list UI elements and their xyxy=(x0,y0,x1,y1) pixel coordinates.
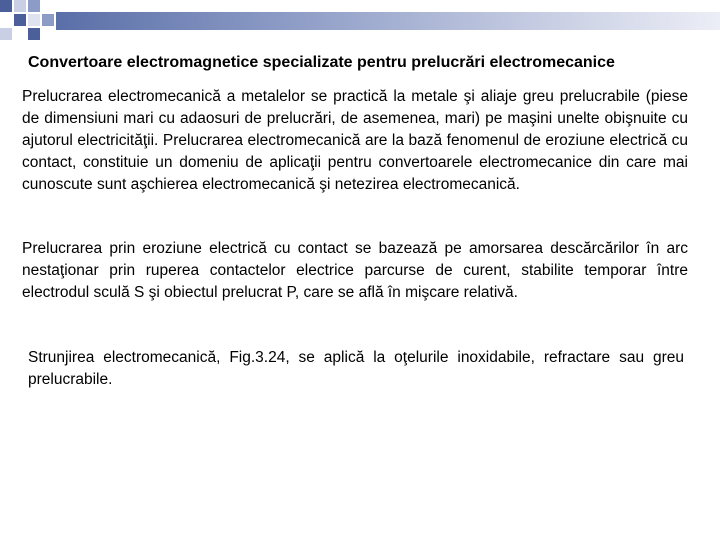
paragraph-turning: Strunjirea electromecanică, Fig.3.24, se aplică la oţelurile inoxidabile, refractare sau greu prelucrabile. xyxy=(28,349,684,388)
paragraph-erosion: Prelucrarea prin eroziune electrică cu contact se bazează pe amorsarea descărcărilor în arc nestaţionar prin ruperea contactelor electrice parcurse de curent, stabilite temporar între electrodul sculă S şi obiectul prelucrat P, care se află în mişcare relativă. xyxy=(22,240,688,301)
deco-square-6 xyxy=(42,14,54,26)
header-gradient-bar xyxy=(56,12,720,30)
slide-title: Convertoare electromagnetice specializate pentru prelucrări electromecanice xyxy=(28,54,615,71)
deco-square-5 xyxy=(28,14,40,26)
deco-square-8 xyxy=(28,28,40,40)
paragraph-intro: Prelucrarea electromecanică a metalelor se practică la metale şi aliaje greu prelucrabile (piese de dimensiuni mari cu adaosuri de prelucrări, de asemenea, mari) pe maşini unelte obişnuite cu ajutorul electricităţii. Prelucrarea electromecanică are la bază fenomenul de eroziune electrică cu contact, constituie un domeniu de aplicaţii pentru convertoarele electromecanice din care mai cunoscute sunt aşchierea electromecanică şi netezirea electromecanică. xyxy=(22,88,688,193)
deco-square-7 xyxy=(0,28,12,40)
deco-square-1 xyxy=(0,0,12,12)
deco-square-2 xyxy=(14,0,26,12)
deco-square-4 xyxy=(14,14,26,26)
deco-square-3 xyxy=(28,0,40,12)
